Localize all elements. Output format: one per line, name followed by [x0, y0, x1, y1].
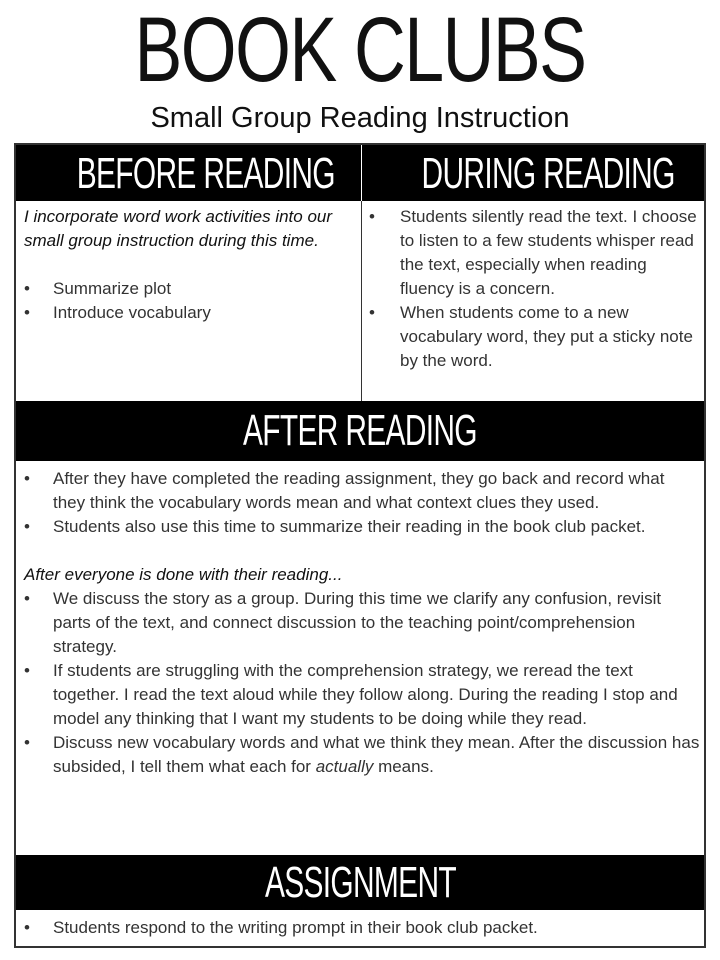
- page-title: BOOK CLUBS: [134, 0, 586, 101]
- assignment-heading: ASSIGNMENT: [264, 858, 456, 907]
- list-item: [24, 731, 700, 779]
- during-reading-heading: DURING READING: [421, 149, 675, 198]
- before-reading-header: [16, 145, 361, 201]
- after-reading-heading: AFTER READING: [243, 406, 477, 455]
- list-item: • If students are struggling with the comprehension strategy, we reread the text together. I read the text aloud while they follow along. During the reading I stop and model any thinking that I want my students to be doing while they read.: [24, 659, 700, 731]
- item-text: Discuss new vocabulary words and what we think they mean. After the discussion has subsided, I tell them what each for: [53, 733, 700, 776]
- list-item: • Students also use this time to summarize their reading in the book club packet.: [24, 515, 700, 539]
- before-intro: I incorporate word work activities into our small group instruction during this time.: [24, 207, 333, 250]
- page-subtitle: Small Group Reading Instruction: [150, 102, 570, 134]
- list-item: • After they have completed the reading assignment, they go back and record what they think the vocabulary words mean and what context clues they used.: [24, 467, 700, 515]
- book-club-table: [14, 143, 706, 948]
- item-text: means.: [373, 757, 434, 776]
- during-reading-header: [362, 145, 704, 201]
- after-reading-header: [16, 401, 704, 461]
- item-emphasis: actually: [315, 757, 374, 776]
- column-divider: [361, 201, 362, 401]
- assignment-header: [16, 855, 704, 910]
- during-reading-content: [369, 205, 701, 373]
- list-item: • Students silently read the text. I choose to listen to a few students whisper read the text, especially when reading fluency is a concern.: [369, 205, 701, 301]
- list-item: • Introduce vocabulary: [24, 301, 354, 325]
- list-item: • When students come to a new vocabulary word, they put a sticky note by the word.: [369, 301, 701, 373]
- before-reading-content: [24, 205, 354, 325]
- list-item: • Students respond to the writing prompt in their book club packet.: [24, 916, 700, 940]
- list-item: • We discuss the story as a group. During this time we clarify any confusion, revisit parts of the text, and connect discussion to the teaching point/comprehension strategy.: [24, 587, 700, 659]
- after-reading-content: [24, 467, 700, 779]
- list-item: • Summarize plot: [24, 277, 354, 301]
- after-subheading: After everyone is done with their reading...: [24, 565, 343, 584]
- assignment-content: [24, 916, 700, 940]
- before-reading-heading: BEFORE READING: [76, 149, 335, 198]
